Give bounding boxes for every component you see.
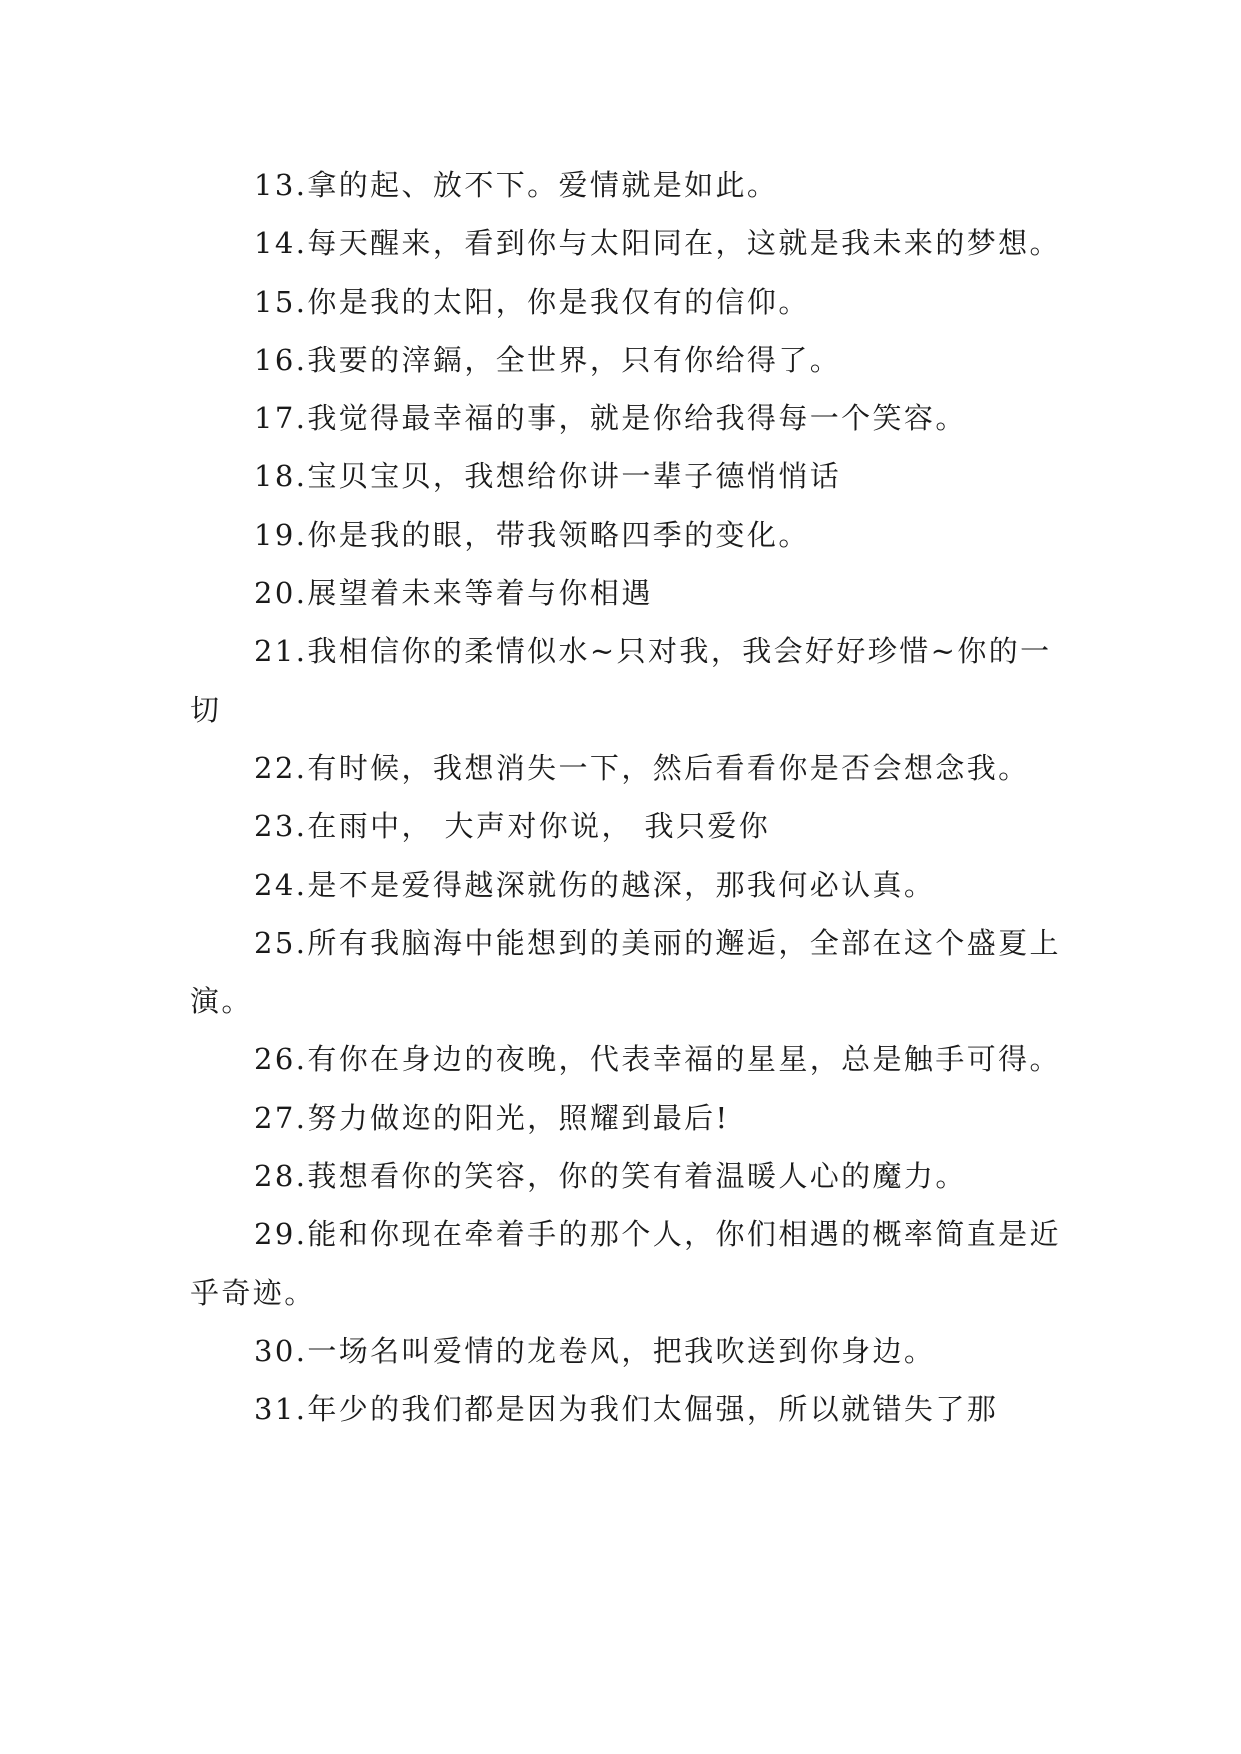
paragraph-13: 13.拿的起、放不下。爱情就是如此。: [254, 168, 779, 202]
paragraph-20: 20.展望着未来等着与你相遇: [254, 576, 653, 611]
paragraph-28: 28.莪想看你的笑容，你的笑有着温暖人心的魔力。: [254, 1159, 967, 1194]
paragraph-17: 17.我觉得最幸福的事，就是你给我得每一个笑容。: [254, 401, 967, 436]
paragraph-29: 29.能和你现在牵着手的那个人，你们相遇的概率简直是近乎奇迹。: [190, 1217, 1061, 1310]
paragraph-31: 31.年少的我们都是因为我们太倔强，所以就错失了那: [254, 1392, 999, 1427]
paragraph-14: 14.每天醒来，看到你与太阳同在，这就是我未来的梦想。: [254, 226, 1061, 261]
paragraph-19: 19.你是我的眼，带我领略四季的变化。: [254, 517, 810, 552]
paragraph-18: 18.宝贝宝贝，我想给你讲一辈子德悄悄话: [254, 459, 842, 494]
paragraph-21: 21.我相信你的柔情似水~只对我，我会好好珍惜~你的一切: [190, 634, 1052, 727]
paragraph-23: 23.在雨中， 大声对你说， 我只爱你: [254, 809, 771, 844]
document-body: [190, 156, 1070, 1439]
paragraph-30: 30.一场名叫爱情的龙卷风，把我吹送到你身边。: [254, 1333, 936, 1368]
paragraph-24: 24.是不是爱得越深就伤的越深，那我何必认真。: [254, 867, 936, 902]
paragraph-26: 26.有你在身边的夜晚，代表幸福的星星，总是触手可得。: [254, 1042, 1061, 1077]
paragraph-16: 16.我要的滓鎘，全世界，只有你给得了。: [254, 342, 842, 377]
paragraph-15: 15.你是我的太阳，你是我仅有的信仰。: [254, 284, 810, 319]
paragraph-25: 25.所有我脑海中能想到的美丽的邂逅，全部在这个盛夏上演。: [190, 925, 1061, 1019]
paragraph-22: 22.有时候，我想消失一下，然后看看你是否会想念我。: [254, 750, 1030, 785]
paragraph-27: 27.努力做迩的阳光，照耀到最后!: [254, 1100, 730, 1135]
